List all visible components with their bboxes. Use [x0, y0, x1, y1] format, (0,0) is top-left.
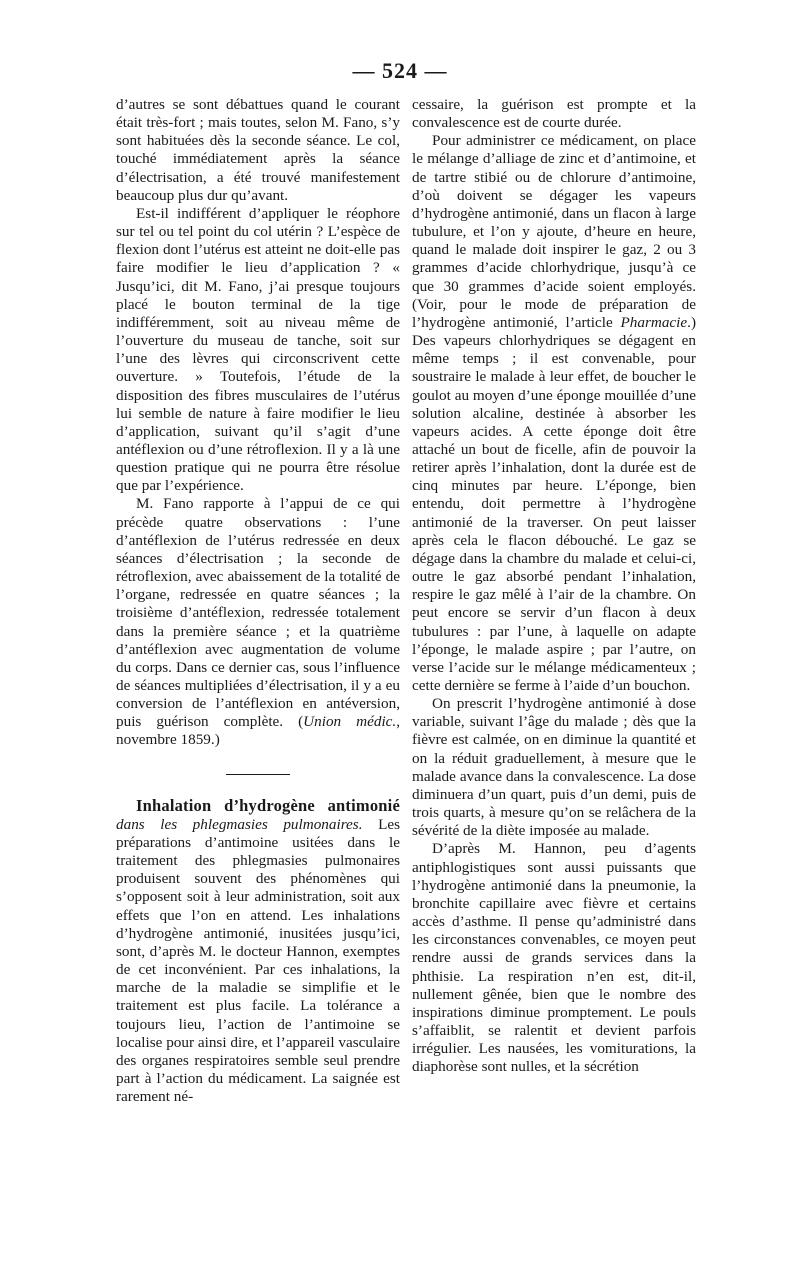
article-reference: Pharmacie: [620, 313, 688, 331]
paragraph: d’autres se sont débattues quand le courant était très-fort ; mais toutes, selon M. Fano, s’y sont habituées dès la seconde séance. Le col, touché immédiatement après la séance d’électrisation, a été trouvé manifestement beaucoup plus dur qu’avant.: [116, 96, 400, 204]
paragraph-text: Les préparations d’antimoine usitées dans le traitement des phlegmasies pulmonaires produisent souvent des phénomènes qui s’opposent soit à leur administration, soit aux effets que l’on en attend. Les inhalations d’hydrogène antimonié, inusitées jusqu’ici, sont, d’après M. le docteur Hannon, exemptes de cet inconvénient. Par ces inhalations, la marche de la maladie se simplifie et le traitement est plus facile. La tolérance a toujours lieu, l’action de l’antimoine se localise pour ainsi dire, et l’appareil vasculaire des organes respiratoires semble seul prendre part à l’action du médicament. La saignée est rarement né-: [116, 815, 400, 1106]
source-citation: Union médic.: [303, 713, 397, 731]
left-column: [116, 96, 400, 1106]
paragraph-text: , novembre 1859.): [116, 713, 401, 749]
right-column: [412, 96, 696, 1076]
paragraph: cessaire, la guérison est prompte et la convalescence est de courte durée.: [412, 96, 696, 132]
page-number: — 524 —: [352, 58, 448, 83]
section-title-italic: dans les phlegmasies pulmonaires.: [116, 815, 363, 833]
paragraph: On prescrit l’hydrogène antimonié à dose variable, suivant l’âge du malade ; dès que la fièvre est calmée, on en diminue la quantité et on la réduit graduellement, à mesure que le malade avance dans la convalescence. La dose diminuera d’un quart, puis d’un demi, puis de trois quarts, à mesure qu’on se relâchera de la sévérité de la diète imposée au malade.: [412, 695, 696, 840]
section-paragraph: [116, 797, 400, 1107]
section-title: Inhalation d’hydrogène antimonié: [136, 795, 400, 815]
paragraph: [116, 495, 400, 749]
paragraph: Est-il indifférent d’appliquer le réophore sur tel ou tel point du col utérin ? L’espèce de flexion dont l’utérus est atteint ne doit-elle pas faire modifier le lieu d’application ? « Jusqu’ici, dit M. Fano, j’ai presque toujours placé le bouton terminal de la tige indifféremment, soit au niveau même de l’ouverture du museau de tanche, soit sur l’une des lèvres qui circonscrivent cette ouverture. » Toutefois, l’étude de la disposition des fibres musculaires de l’utérus lui semble de nature à faire modifier le lieu d’application, suivant qu’il s’agit d’une antéflexion ou d’une rétroflexion. Il y a là une question pratique qui ne pourra être résolue que par l’expérience.: [116, 204, 400, 495]
section-divider: [226, 774, 290, 775]
paragraph: D’après M. Hannon, peu d’agents antiphlogistiques sont aussi puissants que l’hydrogène antimonié dans la pneumonie, la bronchite capillaire avec fièvre et certains accès d’asthme. Il pense qu’administré dans les circonstances convenables, ce moyen peut rendre aussi de grands services dans la phthisie. La respiration n’en est, dit-il, nullement gênée, bien que le nombre des inspirations diminue promptement. Le pouls s’affaiblit, se ralentit et devient parfois irrégulier. Les nausées, les vomiturations, la diaphorèse sont nulles, et la sécrétion: [412, 840, 696, 1076]
paragraph: [412, 132, 696, 695]
paragraph-text: M. Fano rapporte à l’appui de ce qui précède quatre observations : l’une d’antéflexion de l’utérus redressée en deux séances d’électrisation ; la seconde de rétroflexion, avec abaissement de la totalité de l’organe, redressée en quatre séances ; la troisième d’antéflexion, redressée totalement dans la première séance ; et la quatrième d’antéflexion avec augmentation de volume du corps. Dans ce dernier cas, sous l’influence de séances multipliées d’électrisation, il y a eu conversion de l’antéflexion en antéversion, puis guérison complète. (: [116, 495, 400, 731]
paragraph-text: .) Des vapeurs chlorhydriques se dégagent en même temps ; il est convenable, pour soustraire le malade à leur effet, de boucher le goulot au moyen d’une éponge mouillée d’une solution alcaline, destinée à absorber les vapeurs acides. A cette éponge doit être attaché un bout de ficelle, afin de pouvoir la retirer après l’inhalation, dont la durée est de cinq minutes par heure. L’éponge, bien entendu, doit permettre à l’hydrogène antimonié de la traverser. On peut laisser après cela le flacon débouché. Le gaz se dégage dans la chambre du malade et celui-ci, outre le gaz absorbé pendant l’inhalation, respire le gaz mêlé à l’air de la chambre. On peut encore se servir d’un flacon à deux tubulures : par l’une, à laquelle on adapte l’éponge, le malade aspire ; par l’autre, on verse l’acide sur le mélange médicamenteux ; cette dernière se ferme à l’aide d’un bouchon.: [412, 313, 696, 694]
paragraph-text: Pour administrer ce médicament, on place le mélange d’alliage de zinc et d’antimoine, et de tartre stibié ou de chlorure d’antimoine, d’où doivent se dégager les vapeurs d’hydrogène antimonié, dans un flacon à large tubulure, et l’on y ajoute, d’heure en heure, quand le malade doit inspirer le gaz, 2 ou 3 grammes d’acide chlorhydrique, jusqu’à ce que 30 grammes d’acide soient employés. (Voir, pour le mode de préparation de l’hydrogène antimonié, l’article: [412, 132, 696, 331]
